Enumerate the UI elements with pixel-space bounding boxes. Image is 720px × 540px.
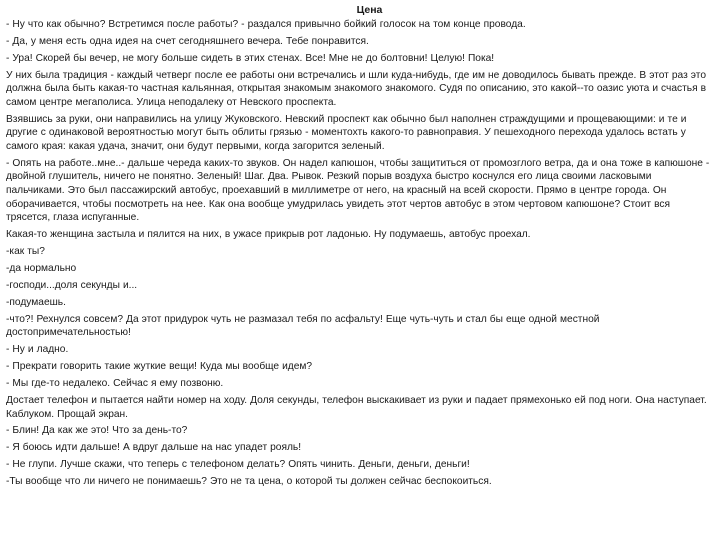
- document-body: [6, 18, 713, 489]
- paragraph: -Ты вообще что ли ничего не понимаешь? Это не та цена, о которой ты должен сейчас беспокоиться.: [6, 476, 492, 488]
- paragraph: -да нормально: [6, 262, 77, 274]
- paragraph: -господи...доля секунды и...: [6, 279, 138, 291]
- paragraph: Какая-то женщина застыла и пялится на них, в ужасе прикрыв рот ладонью. Ну подумаешь, автобус проехал.: [6, 229, 531, 240]
- paragraph: Достает телефон и пытается найти номер на ходу. Доля секунды, телефон выскакивает из руки и падает прямехонько ей под ноги. Она наступает. Каблуком. Прощай экран.: [6, 394, 707, 420]
- paragraph: -подумаешь.: [6, 296, 66, 308]
- paragraph: - Я боюсь идти дальше! А вдруг дальше на нас упадет рояль!: [6, 442, 302, 454]
- paragraph: - Ну что как обычно? Встретимся после работы? - раздался привычно бойкий голосок на том конце провода.: [6, 19, 526, 30]
- paragraph: -как ты?: [6, 245, 45, 257]
- paragraph: -что?! Рехнулся совсем? Да этот придурок чуть не размазал тебя по асфальту! Еще чуть-чуть и стал бы еще одной местной достопримечательностью!: [6, 313, 600, 339]
- paragraph: - Прекрати говорить такие жуткие вещи! Куда мы вообще идем?: [6, 361, 313, 373]
- paragraph: - Опять на работе..мне..- дальше череда каких-то звуков. Он надел капюшон, чтобы защититься от промозглого ветра, да и она тоже в капюшоне - двойной глушитель, ничего не понятно. Зеленый! Шаг. Два. Рывок. Резкий порыв воздуха быстро коснулся его лица своими ласковыми пальчиками. Это был пассажирский автобус, проехавший в миллиметре от него, на красный на всей скорости. Прямо в центре города. Он оборачивается, чтобы посмотреть на нее. Как она вообще умудрилась увидеть этот чертов автобус в этом чертовом капюшоне? Стоит вся трясется, глаза испуганные.: [6, 157, 710, 224]
- paragraph: - Не глупи. Лучше скажи, что теперь с телефоном делать? Опять чинить. Деньги, деньги, деньги!: [6, 459, 470, 471]
- paragraph: - Ура! Скорей бы вечер, не могу больше сидеть в этих стенах. Все! Мне не до болтовни! Целую! Пока!: [6, 52, 495, 64]
- paragraph: Взявшись за руки, они направились на улицу Жуковского. Невский проспект как обычно был наполнен страждущими и прощевающими: и те и другие с одинаковой вероятностью могут быть облиты грязью - моментохть какого-то равноправия. У пешеходного перехода удалось встать у самого края: какая удача, значит, они будут первыми, когда загорится зеленый.: [6, 113, 687, 152]
- paragraph: - Ну и ладно.: [6, 344, 69, 356]
- paragraph: У них была традиция - каждый четверг после ее работы они встречались и шли куда-нибудь, где им не доводилось бывать прежде. В этот раз это должна была быть какая-то частная кальянная, открытая знакомым знакомого знакомого. Судя по описанию, это какой--то оазис уюта и счастья в самом центре мегаполиса. Улица неподалеку от Невского проспекта.: [6, 69, 707, 108]
- paragraph: - Да, у меня есть одна идея на счет сегодняшнего вечера. Тебе понравится.: [6, 35, 369, 47]
- paragraph: - Блин! Да как же это! Что за день-то?: [6, 425, 188, 437]
- document-title: Цена: [356, 4, 383, 16]
- document-page: [6, 3, 713, 492]
- paragraph: - Мы где-то недалеко. Сейчас я ему позвоню.: [6, 378, 224, 390]
